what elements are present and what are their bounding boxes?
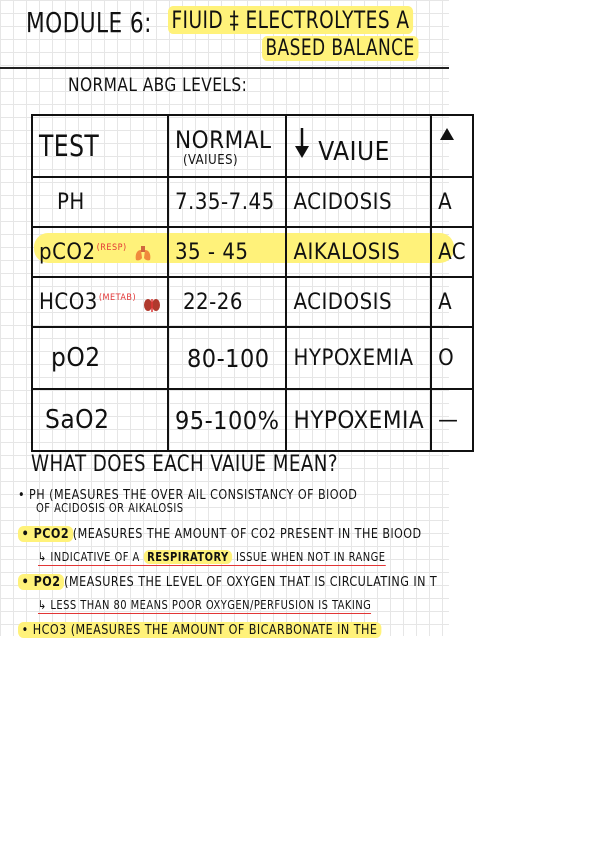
title-divider: [0, 67, 449, 69]
metab-tag: (METAB): [98, 293, 137, 304]
title-topic-line1: [168, 6, 413, 34]
title-module: [26, 6, 152, 39]
subheading-normal-abg: NORMAL ABG LEVELS:: [68, 74, 248, 96]
down-arrow-icon: [293, 141, 318, 166]
question-heading: WHAT DOES EACH VAIUE MEAN?: [31, 452, 338, 477]
note-ph-line1: • PH (MEASURES THE OVER AlL CONSISTANCY OF BlOOD: [18, 487, 358, 503]
header-high-value: [431, 115, 473, 177]
note-ph-line2: OF ACIDOSIS OR AIKALOSIS: [36, 501, 184, 515]
header-normal: NORMAL (VAIUES): [168, 115, 287, 177]
resp-tag: (RESP): [96, 243, 127, 254]
lungs-icon: [133, 243, 153, 263]
module-label: MODULE 6: [26, 6, 145, 39]
note-pco2-sub: ↳ INDICATIVE OF A RESPIRATORY ISSUE WHEN NOT IN RANGE: [38, 550, 386, 564]
title-topic-1: FIUID ‡ ELECTROLYTES A: [168, 6, 413, 34]
table-row-pco2: $pCO2^{(RESP)}$ 35 - 45 AIKALOSIS AC: [32, 227, 473, 277]
table-row-hco3: $HCO3^{(METAB)}$ 22-26 ACIDOSIS A: [32, 277, 473, 327]
table-row-ph: PH 7.35-7.45 ACIDOSIS A: [32, 177, 473, 227]
table-row-po2: pO2 80-100 HYPOXEMIA O: [32, 327, 473, 389]
header-low-value: VAIUE: [286, 115, 431, 177]
abg-table: [31, 114, 474, 452]
title-topic-2: BASED BALANCE: [262, 36, 418, 61]
note-hco3: • HCO3 (MEASURES THE AMOUNT OF BICARBONATE IN THE: [18, 622, 381, 638]
table-header-row: [32, 115, 473, 177]
header-test: TEST: [32, 115, 168, 177]
up-arrow-icon: [438, 141, 456, 166]
note-po2-sub: ↳ LESS THAN 80 MEANS POOR OXYGEN/PERFUSION IS TAKING: [38, 598, 372, 612]
note-po2: • PO2 (MEASURES THE LEVEL OF OXYGEN THAT IS CIRCULATING IN T: [18, 574, 437, 590]
title-colon: :: [144, 6, 152, 39]
title-topic-line2: [262, 36, 418, 61]
note-pco2: • PCO2 (MEASURES THE AMOUNT OF CO2 PRESENT IN THE BlOOD: [18, 526, 422, 542]
kidneys-icon: [143, 294, 161, 312]
table-row-sao2: SaO2 95-100% HYPOXEMIA —: [32, 389, 473, 451]
